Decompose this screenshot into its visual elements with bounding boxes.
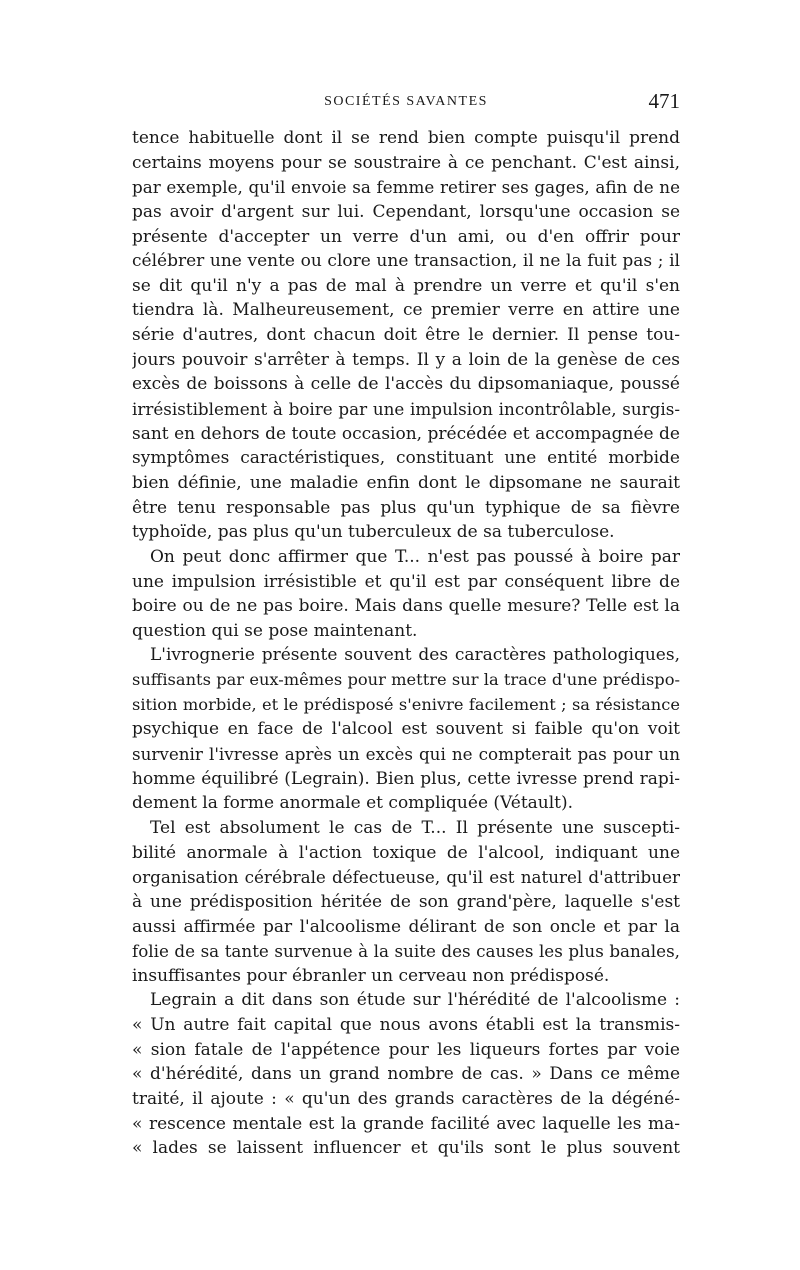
text-line: tence habituelle dont il se rend bien compte puisqu'il prend <box>132 128 680 148</box>
page-number: 471 <box>648 89 680 113</box>
text-line: tiendra là. Malheureusement, ce premier verre en attire une <box>132 300 680 321</box>
text-line: « Un autre fait capital que nous avons établi est la transmis- <box>132 1015 680 1036</box>
text-line: sition morbide, et le prédisposé s'enivre facilement ; sa résistance <box>132 694 680 714</box>
running-head: SOCIÉTÉS SAVANTES <box>324 94 488 109</box>
text-line: Tel est absolument le cas de T... Il présente une suscepti- <box>150 817 680 838</box>
text-line: psychique en face de l'alcool est souvent si faible qu'on voit <box>132 719 680 740</box>
text-line: série d'autres, dont chacun doit être le dernier. Il pense tou- <box>132 325 680 346</box>
text-line: insuffisantes pour ébranler un cerveau non prédisposé. <box>132 965 610 986</box>
page-header <box>132 89 680 116</box>
text-line: excès de boissons à celle de l'accès du dipsomaniaque, poussé <box>132 374 680 395</box>
text-line: dement la forme anormale et compliquée (Vétault). <box>132 793 574 814</box>
text-line: suffisants par eux-mêmes pour mettre sur la trace d'une prédispo- <box>132 670 680 690</box>
text-line: typhoïde, pas plus qu'un tuberculeux de sa tuberculose. <box>132 522 615 543</box>
text-line: jours pouvoir s'arrêter à temps. Il y a loin de la genèse de ces <box>132 349 680 370</box>
text-line: « rescence mentale est la grande facilité avec laquelle les ma- <box>132 1113 680 1134</box>
text-line: présente d'accepter un verre d'un ami, ou d'en offrir pour <box>132 226 680 247</box>
text-line: « lades se laissent influencer et qu'ils sont le plus souvent <box>132 1138 680 1159</box>
text-line: « d'hérédité, dans un grand nombre de cas. » Dans ce même <box>132 1064 680 1085</box>
text-line: symptômes caractéristiques, constituant une entité morbide <box>132 448 680 469</box>
text-line: certains moyens pour se soustraire à ce penchant. C'est ainsi, <box>132 152 680 173</box>
text-line: une impulsion irrésistible et qu'il est par conséquent libre de <box>132 571 680 592</box>
text-line: pas avoir d'argent sur lui. Cependant, lorsqu'une occasion se <box>132 201 680 222</box>
text-line: irrésistiblement à boire par une impulsion incontrôlable, surgis- <box>132 399 680 420</box>
text-line: par exemple, qu'il envoie sa femme retirer ses gages, afin de ne <box>132 177 680 198</box>
text-line: boire ou de ne pas boire. Mais dans quelle mesure? Telle est la <box>132 596 680 617</box>
text-line: aussi affirmée par l'alcoolisme délirant de son oncle et par la <box>132 916 680 937</box>
text-line: être tenu responsable pas plus qu'un typhique de sa fièvre <box>132 497 680 518</box>
text-line: On peut donc affirmer que T... n'est pas poussé à boire par <box>150 546 680 567</box>
text-line: « sion fatale de l'appétence pour les liqueurs fortes par voie <box>132 1039 680 1060</box>
text-line: question qui se pose maintenant. <box>132 620 418 641</box>
text-line: homme équilibré (Legrain). Bien plus, cette ivresse prend rapi- <box>132 768 680 789</box>
text-line: traité, il ajoute : « qu'un des grands caractères de la dégéné- <box>132 1088 680 1109</box>
text-line: survenir l'ivresse après un excès qui ne compterait pas pour un <box>132 744 680 765</box>
text-line: folie de sa tante survenue à la suite des causes les plus banales, <box>132 941 680 962</box>
text-line: Legrain a dit dans son étude sur l'hérédité de l'alcoolisme : <box>150 990 680 1011</box>
text-line: bien définie, une maladie enfin dont le dipsomane ne saurait <box>132 472 680 493</box>
text-line: organisation cérébrale défectueuse, qu'il est naturel d'attribuer <box>132 867 680 888</box>
body-text <box>132 126 680 1161</box>
text-line: bilité anormale à l'action toxique de l'alcool, indiquant une <box>132 842 680 863</box>
text-line: L'ivrognerie présente souvent des caractères pathologiques, <box>150 645 680 666</box>
text-line: se dit qu'il n'y a pas de mal à prendre un verre et qu'il s'en <box>132 275 680 296</box>
text-line: sant en dehors de toute occasion, précédée et accompagnée de <box>132 423 680 444</box>
text-line: à une prédisposition héritée de son grand'père, laquelle s'est <box>132 891 680 912</box>
text-line: célébrer une vente ou clore une transaction, il ne la fuit pas ; il <box>132 251 680 272</box>
